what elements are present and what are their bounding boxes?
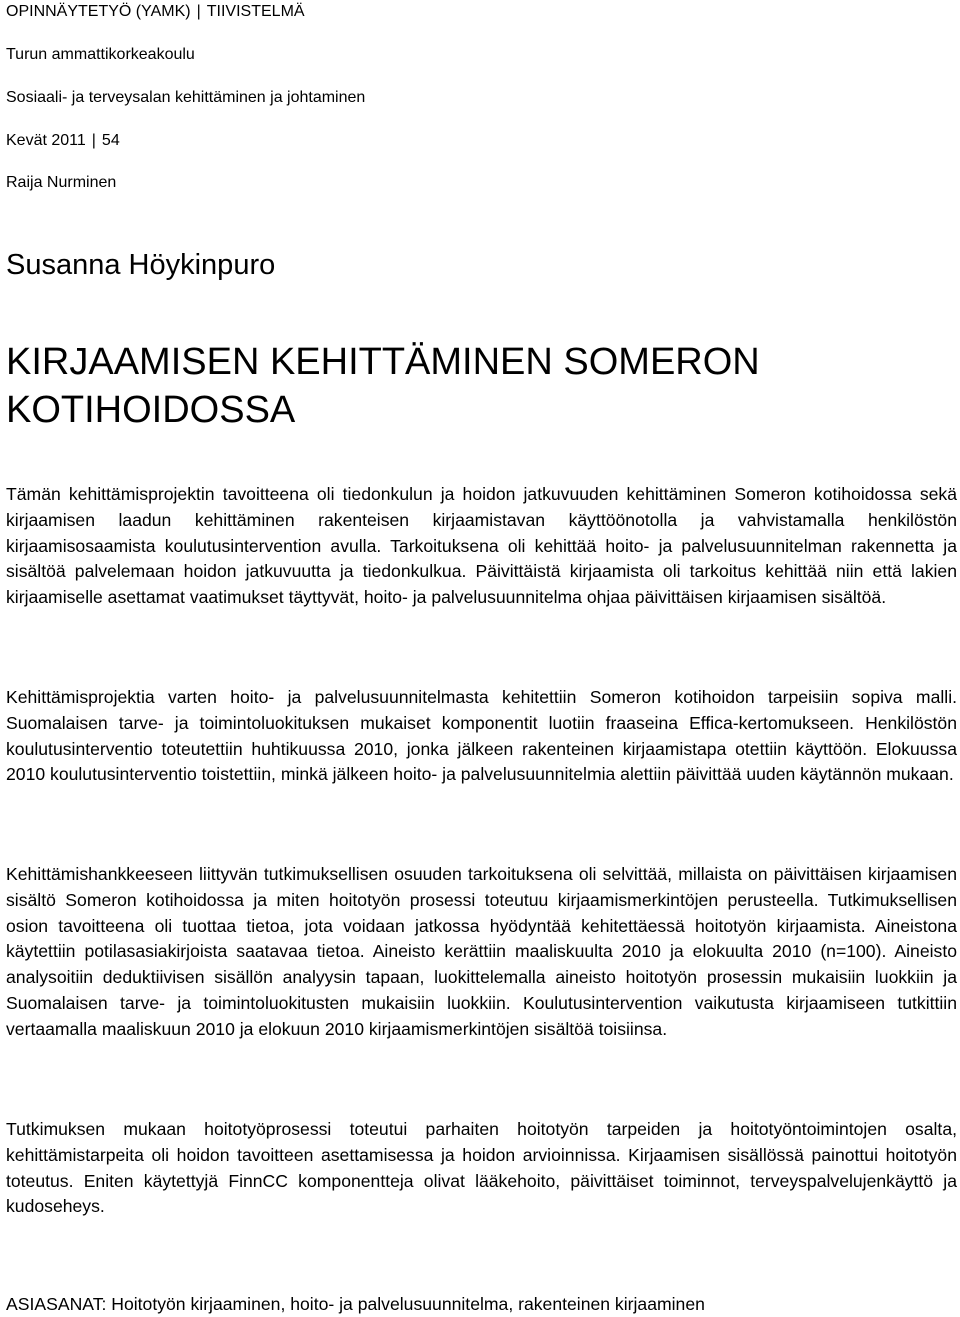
abstract-paragraph-3: Kehittämishankkeeseen liittyvän tutkimuksellisen osuuden tarkoituksena oli selvittää, millaista on päivittäisen kirjaamisen sisältö Someron kotihoidossa ja miten hoitotyön prosessi toteutuu kirjaamismerkintöjen perusteella. Tutkimuksellisen osion tavoitteena oli tuottaa tietoa, jota voidaan jatkossa hyödyntää kehitettäessä hoitotyön kirjaamista. Aineistona käytettiin potilasasiakirjoista saatavaa tietoa. Aineisto kerättiin maaliskuulta 2010 ja elokuulta 2010 (n=100). Aineisto analysoitiin deduktiivisen sisällön analyysin tapaan, luokittelemalla aineisto hoitotyön prosessin mukaisiin luokkiin ja Suomalaisen tarve- ja toimintoluokitusten mukaisiin luokkiin. Koulutusintervention vaikutusta kirjaamiseen tutkittiin vertaamalla maaliskuun 2010 ja elokuun 2010 kirjaamismerkintöjen sisältöä toisiinsa. [6,864,957,1039]
institution: Turun ammattikorkeakoulu [6,46,195,63]
author-name: Susanna Höykinpuro [6,249,276,281]
separator: | [196,3,201,20]
degree-programme: Sosiaali- ja terveysalan kehittäminen ja johtaminen [6,89,366,106]
supervisor: Raija Nurminen [6,174,117,191]
abstract-paragraph-1: Tämän kehittämisprojektin tavoitteena oli tiedonkulun ja hoidon jatkuvuuden kehittäminen Someron kotihoidossa sekä kirjaamisen laadun kehittäminen rakenteisen kirjaamistavan käyttöönotolla ja vahvistamalla henkilöstön kirjaamisosaamista koulutusintervention avulla. Tarkoituksena oli kehittää hoito- ja palvelusuunnitelman rakennetta ja sisältöä palvelemaan hoidon jatkuvuutta ja tiedonkulkua. Päivittäistä kirjaamista oli tarkoitus kehittää niin että lakien kirjaamiselle asettamat vaatimukset täyttyvät, hoito- ja palvelusuunnitelma ohjaa päivittäisen kirjaamisen sisältöä. [6,484,957,608]
separator: | [91,132,96,149]
keywords: ASIASANAT: Hoitotyön kirjaaminen, hoito- ja palvelusuunnitelma, rakenteinen kirjaaminen [6,1294,705,1314]
section-label: TIIVISTELMÄ [206,3,305,20]
thesis-type: OPINNÄYTETYÖ (YAMK) [6,3,191,20]
term: Kevät 2011 [6,132,86,149]
page-count: 54 [101,132,120,149]
abstract-paragraph-2: Kehittämisprojektia varten hoito- ja palvelusuunnitelmasta kehitettiin Someron kotihoidon tarpeisiin sopiva malli. Suomalaisen tarve- ja toimintoluokituksen mukaiset komponentit luotiin fraaseina Effica-kertomukseen. Henkilöstön koulutusinterventio toteutettiin huhtikuussa 2010, jonka jälkeen rakenteinen kirjaamistapa otettiin käyttöön. Elokuussa 2010 koulutusinterventio toistettiin, minkä jälkeen hoito- ja palvelusuunnitelmia alettiin päivittää uuden käytännön mukaan. [6,687,957,785]
thesis-title: KIRJAAMISEN KEHITTÄMINEN SOMERON KOTIHOIDOSSA [6,341,760,431]
abstract-paragraph-4: Tutkimuksen mukaan hoitotyöprosessi toteutui parhaiten hoitotyön tarpeiden ja hoitotyöntoimintojen osalta, kehittämistarpeita oli hoidon tavoitteen asettamisessa ja hoidon arvioinnissa. Kirjaamisen sisällössä painottui hoitotyön toteutus. Eniten käytettyjä FinnCC komponentteja olivat lääkehoito, päivittäiset toiminnot, terveyspalvelujenkäyttö ja kudoseheys. [6,1119,957,1217]
term-pages-line [6,131,120,151]
thesis-type-line [6,2,305,22]
